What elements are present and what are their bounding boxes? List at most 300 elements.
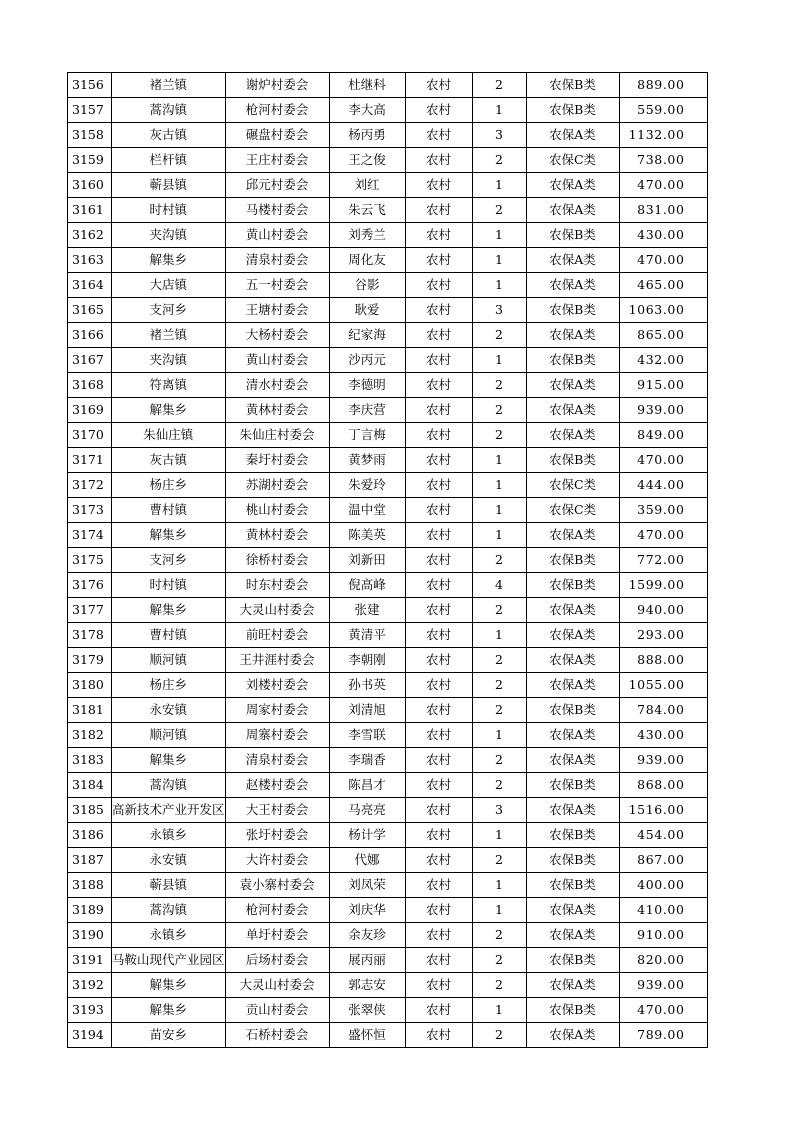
category-cell: 农保B类 [526, 948, 619, 973]
id-cell: 3161 [68, 198, 112, 223]
name-cell: 展丙丽 [329, 948, 405, 973]
town-cell: 马鞍山现代产业园区 [112, 948, 226, 973]
category-cell: 农保A类 [526, 598, 619, 623]
name-cell: 王之俊 [329, 148, 405, 173]
category-cell: 农保A类 [526, 798, 619, 823]
household-cell: 农村 [405, 73, 472, 98]
count-cell: 2 [472, 848, 526, 873]
name-cell: 郭志安 [329, 973, 405, 998]
id-cell: 3160 [68, 173, 112, 198]
category-cell: 农保C类 [526, 148, 619, 173]
count-cell: 1 [472, 873, 526, 898]
table-row [68, 948, 708, 973]
id-cell: 3183 [68, 748, 112, 773]
village-cell: 黄山村委会 [225, 223, 329, 248]
category-cell: 农保B类 [526, 998, 619, 1023]
amount-cell: 400.00 [619, 873, 707, 898]
village-cell: 五一村委会 [225, 273, 329, 298]
category-cell: 农保A类 [526, 423, 619, 448]
town-cell: 永镇乡 [112, 923, 226, 948]
count-cell: 1 [472, 523, 526, 548]
amount-cell: 849.00 [619, 423, 707, 448]
count-cell: 3 [472, 798, 526, 823]
town-cell: 褚兰镇 [112, 323, 226, 348]
town-cell: 顺河镇 [112, 648, 226, 673]
name-cell: 李雪联 [329, 723, 405, 748]
count-cell: 2 [472, 398, 526, 423]
count-cell: 1 [472, 223, 526, 248]
table-row [68, 298, 708, 323]
amount-cell: 470.00 [619, 173, 707, 198]
name-cell: 杜继科 [329, 73, 405, 98]
amount-cell: 868.00 [619, 773, 707, 798]
count-cell: 2 [472, 773, 526, 798]
household-cell: 农村 [405, 1023, 472, 1048]
category-cell: 农保B类 [526, 548, 619, 573]
category-cell: 农保A类 [526, 398, 619, 423]
village-cell: 王塘村委会 [225, 298, 329, 323]
name-cell: 黄梦雨 [329, 448, 405, 473]
id-cell: 3171 [68, 448, 112, 473]
household-cell: 农村 [405, 173, 472, 198]
town-cell: 蒿沟镇 [112, 898, 226, 923]
village-cell: 黄林村委会 [225, 398, 329, 423]
table-row [68, 898, 708, 923]
table-row [68, 348, 708, 373]
name-cell: 盛怀恒 [329, 1023, 405, 1048]
table-row [68, 273, 708, 298]
id-cell: 3167 [68, 348, 112, 373]
amount-cell: 444.00 [619, 473, 707, 498]
category-cell: 农保B类 [526, 223, 619, 248]
household-cell: 农村 [405, 673, 472, 698]
count-cell: 2 [472, 748, 526, 773]
name-cell: 刘红 [329, 173, 405, 198]
amount-cell: 359.00 [619, 498, 707, 523]
table-row [68, 423, 708, 448]
household-cell: 农村 [405, 223, 472, 248]
table-row [68, 548, 708, 573]
town-cell: 解集乡 [112, 248, 226, 273]
category-cell: 农保B类 [526, 348, 619, 373]
table-row [68, 523, 708, 548]
name-cell: 朱云飞 [329, 198, 405, 223]
town-cell: 灰古镇 [112, 123, 226, 148]
name-cell: 李瑞香 [329, 748, 405, 773]
count-cell: 3 [472, 123, 526, 148]
count-cell: 2 [472, 698, 526, 723]
town-cell: 时村镇 [112, 198, 226, 223]
household-cell: 农村 [405, 873, 472, 898]
town-cell: 支河乡 [112, 548, 226, 573]
town-cell: 蒿沟镇 [112, 773, 226, 798]
amount-cell: 430.00 [619, 723, 707, 748]
category-cell: 农保B类 [526, 698, 619, 723]
id-cell: 3159 [68, 148, 112, 173]
household-cell: 农村 [405, 698, 472, 723]
town-cell: 大店镇 [112, 273, 226, 298]
category-cell: 农保A类 [526, 523, 619, 548]
village-cell: 清泉村委会 [225, 748, 329, 773]
category-cell: 农保A类 [526, 323, 619, 348]
name-cell: 孙书英 [329, 673, 405, 698]
category-cell: 农保B类 [526, 448, 619, 473]
village-cell: 桃山村委会 [225, 498, 329, 523]
village-cell: 大许村委会 [225, 848, 329, 873]
amount-cell: 432.00 [619, 348, 707, 373]
amount-cell: 867.00 [619, 848, 707, 873]
id-cell: 3181 [68, 698, 112, 723]
town-cell: 蒿沟镇 [112, 98, 226, 123]
count-cell: 2 [472, 73, 526, 98]
category-cell: 农保A类 [526, 123, 619, 148]
name-cell: 陈美英 [329, 523, 405, 548]
household-cell: 农村 [405, 623, 472, 648]
table-row [68, 723, 708, 748]
household-cell: 农村 [405, 273, 472, 298]
id-cell: 3166 [68, 323, 112, 348]
id-cell: 3185 [68, 798, 112, 823]
amount-cell: 559.00 [619, 98, 707, 123]
village-cell: 徐桥村委会 [225, 548, 329, 573]
town-cell: 解集乡 [112, 748, 226, 773]
name-cell: 李朝刚 [329, 648, 405, 673]
table-row [68, 973, 708, 998]
id-cell: 3190 [68, 923, 112, 948]
amount-cell: 293.00 [619, 623, 707, 648]
name-cell: 李德明 [329, 373, 405, 398]
category-cell: 农保B类 [526, 873, 619, 898]
count-cell: 2 [472, 648, 526, 673]
name-cell: 谷影 [329, 273, 405, 298]
category-cell: 农保A类 [526, 248, 619, 273]
town-cell: 夹沟镇 [112, 348, 226, 373]
id-cell: 3186 [68, 823, 112, 848]
amount-cell: 1132.00 [619, 123, 707, 148]
village-cell: 大杨村委会 [225, 323, 329, 348]
name-cell: 温中堂 [329, 498, 405, 523]
town-cell: 永安镇 [112, 848, 226, 873]
table-row [68, 398, 708, 423]
name-cell: 纪家海 [329, 323, 405, 348]
category-cell: 农保A类 [526, 723, 619, 748]
village-cell: 枪河村委会 [225, 98, 329, 123]
table-row [68, 698, 708, 723]
household-cell: 农村 [405, 373, 472, 398]
town-cell: 朱仙庄镇 [112, 423, 226, 448]
town-cell: 杨庄乡 [112, 673, 226, 698]
town-cell: 解集乡 [112, 598, 226, 623]
village-cell: 前旺村委会 [225, 623, 329, 648]
town-cell: 蕲县镇 [112, 173, 226, 198]
amount-cell: 1516.00 [619, 798, 707, 823]
village-cell: 清水村委会 [225, 373, 329, 398]
household-cell: 农村 [405, 748, 472, 773]
id-cell: 3164 [68, 273, 112, 298]
village-cell: 黄山村委会 [225, 348, 329, 373]
amount-cell: 889.00 [619, 73, 707, 98]
name-cell: 杨丙勇 [329, 123, 405, 148]
category-cell: 农保B类 [526, 573, 619, 598]
village-cell: 秦圩村委会 [225, 448, 329, 473]
count-cell: 2 [472, 1023, 526, 1048]
data-table [67, 72, 708, 1048]
count-cell: 4 [472, 573, 526, 598]
category-cell: 农保B类 [526, 848, 619, 873]
table-row [68, 773, 708, 798]
count-cell: 1 [472, 348, 526, 373]
id-cell: 3188 [68, 873, 112, 898]
name-cell: 刘庆华 [329, 898, 405, 923]
household-cell: 农村 [405, 248, 472, 273]
village-cell: 碾盘村委会 [225, 123, 329, 148]
amount-cell: 939.00 [619, 398, 707, 423]
town-cell: 曹村镇 [112, 498, 226, 523]
table-row [68, 748, 708, 773]
id-cell: 3182 [68, 723, 112, 748]
count-cell: 1 [472, 273, 526, 298]
town-cell: 灰古镇 [112, 448, 226, 473]
table-row [68, 248, 708, 273]
town-cell: 永镇乡 [112, 823, 226, 848]
amount-cell: 831.00 [619, 198, 707, 223]
count-cell: 1 [472, 998, 526, 1023]
id-cell: 3180 [68, 673, 112, 698]
table-row [68, 623, 708, 648]
count-cell: 1 [472, 473, 526, 498]
amount-cell: 738.00 [619, 148, 707, 173]
amount-cell: 910.00 [619, 923, 707, 948]
id-cell: 3165 [68, 298, 112, 323]
table-row [68, 573, 708, 598]
name-cell: 沙丙元 [329, 348, 405, 373]
town-cell: 顺河镇 [112, 723, 226, 748]
name-cell: 刘新田 [329, 548, 405, 573]
count-cell: 1 [472, 448, 526, 473]
count-cell: 2 [472, 598, 526, 623]
amount-cell: 940.00 [619, 598, 707, 623]
town-cell: 符离镇 [112, 373, 226, 398]
category-cell: 农保C类 [526, 498, 619, 523]
name-cell: 耿爱 [329, 298, 405, 323]
village-cell: 谢炉村委会 [225, 73, 329, 98]
amount-cell: 410.00 [619, 898, 707, 923]
id-cell: 3170 [68, 423, 112, 448]
village-cell: 周家村委会 [225, 698, 329, 723]
table-row [68, 223, 708, 248]
category-cell: 农保B类 [526, 773, 619, 798]
town-cell: 褚兰镇 [112, 73, 226, 98]
town-cell: 苗安乡 [112, 1023, 226, 1048]
id-cell: 3177 [68, 598, 112, 623]
household-cell: 农村 [405, 723, 472, 748]
category-cell: 农保A类 [526, 673, 619, 698]
table-row [68, 73, 708, 98]
count-cell: 2 [472, 373, 526, 398]
id-cell: 3176 [68, 573, 112, 598]
category-cell: 农保A类 [526, 173, 619, 198]
category-cell: 农保A类 [526, 373, 619, 398]
household-cell: 农村 [405, 973, 472, 998]
amount-cell: 454.00 [619, 823, 707, 848]
household-cell: 农村 [405, 448, 472, 473]
town-cell: 高新技术产业开发区 [112, 798, 226, 823]
amount-cell: 465.00 [619, 273, 707, 298]
name-cell: 余友珍 [329, 923, 405, 948]
table-row [68, 648, 708, 673]
village-cell: 后场村委会 [225, 948, 329, 973]
name-cell: 杨计学 [329, 823, 405, 848]
table-row [68, 473, 708, 498]
id-cell: 3184 [68, 773, 112, 798]
count-cell: 1 [472, 623, 526, 648]
household-cell: 农村 [405, 348, 472, 373]
household-cell: 农村 [405, 473, 472, 498]
amount-cell: 1599.00 [619, 573, 707, 598]
category-cell: 农保A类 [526, 648, 619, 673]
id-cell: 3158 [68, 123, 112, 148]
name-cell: 朱爱玲 [329, 473, 405, 498]
town-cell: 解集乡 [112, 398, 226, 423]
household-cell: 农村 [405, 848, 472, 873]
amount-cell: 784.00 [619, 698, 707, 723]
category-cell: 农保C类 [526, 473, 619, 498]
household-cell: 农村 [405, 773, 472, 798]
count-cell: 2 [472, 423, 526, 448]
table-row [68, 498, 708, 523]
id-cell: 3179 [68, 648, 112, 673]
table-row [68, 448, 708, 473]
name-cell: 倪高峰 [329, 573, 405, 598]
count-cell: 1 [472, 498, 526, 523]
town-cell: 栏杆镇 [112, 148, 226, 173]
name-cell: 周化友 [329, 248, 405, 273]
village-cell: 袁小寨村委会 [225, 873, 329, 898]
village-cell: 黄林村委会 [225, 523, 329, 548]
table-row [68, 123, 708, 148]
amount-cell: 470.00 [619, 448, 707, 473]
category-cell: 农保A类 [526, 1023, 619, 1048]
village-cell: 大王村委会 [225, 798, 329, 823]
table-row [68, 998, 708, 1023]
count-cell: 2 [472, 198, 526, 223]
count-cell: 2 [472, 973, 526, 998]
category-cell: 农保A类 [526, 898, 619, 923]
table-row [68, 198, 708, 223]
category-cell: 农保A类 [526, 623, 619, 648]
household-cell: 农村 [405, 923, 472, 948]
town-cell: 支河乡 [112, 298, 226, 323]
name-cell: 丁言梅 [329, 423, 405, 448]
category-cell: 农保B类 [526, 98, 619, 123]
household-cell: 农村 [405, 123, 472, 148]
category-cell: 农保A类 [526, 748, 619, 773]
amount-cell: 888.00 [619, 648, 707, 673]
household-cell: 农村 [405, 548, 472, 573]
id-cell: 3187 [68, 848, 112, 873]
table-row [68, 373, 708, 398]
amount-cell: 1055.00 [619, 673, 707, 698]
household-cell: 农村 [405, 198, 472, 223]
name-cell: 马亮亮 [329, 798, 405, 823]
amount-cell: 789.00 [619, 1023, 707, 1048]
amount-cell: 865.00 [619, 323, 707, 348]
village-cell: 王庄村委会 [225, 148, 329, 173]
category-cell: 农保A类 [526, 973, 619, 998]
amount-cell: 772.00 [619, 548, 707, 573]
name-cell: 陈昌才 [329, 773, 405, 798]
village-cell: 王井涯村委会 [225, 648, 329, 673]
id-cell: 3173 [68, 498, 112, 523]
amount-cell: 470.00 [619, 248, 707, 273]
household-cell: 农村 [405, 423, 472, 448]
household-cell: 农村 [405, 823, 472, 848]
village-cell: 贡山村委会 [225, 998, 329, 1023]
household-cell: 农村 [405, 298, 472, 323]
table-row [68, 923, 708, 948]
town-cell: 永安镇 [112, 698, 226, 723]
category-cell: 农保A类 [526, 923, 619, 948]
table-row [68, 873, 708, 898]
id-cell: 3174 [68, 523, 112, 548]
category-cell: 农保B类 [526, 298, 619, 323]
data-table-sheet [67, 72, 708, 1048]
table-row [68, 598, 708, 623]
amount-cell: 430.00 [619, 223, 707, 248]
id-cell: 3169 [68, 398, 112, 423]
count-cell: 2 [472, 923, 526, 948]
town-cell: 解集乡 [112, 523, 226, 548]
name-cell: 刘秀兰 [329, 223, 405, 248]
count-cell: 1 [472, 98, 526, 123]
id-cell: 3194 [68, 1023, 112, 1048]
town-cell: 解集乡 [112, 973, 226, 998]
village-cell: 苏湖村委会 [225, 473, 329, 498]
village-cell: 大灵山村委会 [225, 973, 329, 998]
id-cell: 3193 [68, 998, 112, 1023]
category-cell: 农保A类 [526, 273, 619, 298]
count-cell: 3 [472, 298, 526, 323]
id-cell: 3191 [68, 948, 112, 973]
household-cell: 农村 [405, 498, 472, 523]
town-cell: 解集乡 [112, 998, 226, 1023]
household-cell: 农村 [405, 998, 472, 1023]
id-cell: 3163 [68, 248, 112, 273]
name-cell: 张建 [329, 598, 405, 623]
table-row [68, 673, 708, 698]
category-cell: 农保B类 [526, 823, 619, 848]
amount-cell: 470.00 [619, 523, 707, 548]
name-cell: 张翠侠 [329, 998, 405, 1023]
count-cell: 1 [472, 898, 526, 923]
household-cell: 农村 [405, 523, 472, 548]
household-cell: 农村 [405, 323, 472, 348]
id-cell: 3157 [68, 98, 112, 123]
village-cell: 时东村委会 [225, 573, 329, 598]
village-cell: 清泉村委会 [225, 248, 329, 273]
id-cell: 3156 [68, 73, 112, 98]
village-cell: 单圩村委会 [225, 923, 329, 948]
id-cell: 3168 [68, 373, 112, 398]
town-cell: 曹村镇 [112, 623, 226, 648]
name-cell: 李大高 [329, 98, 405, 123]
village-cell: 刘楼村委会 [225, 673, 329, 698]
table-row [68, 848, 708, 873]
table-row [68, 1023, 708, 1048]
household-cell: 农村 [405, 648, 472, 673]
village-cell: 石桥村委会 [225, 1023, 329, 1048]
town-cell: 蕲县镇 [112, 873, 226, 898]
